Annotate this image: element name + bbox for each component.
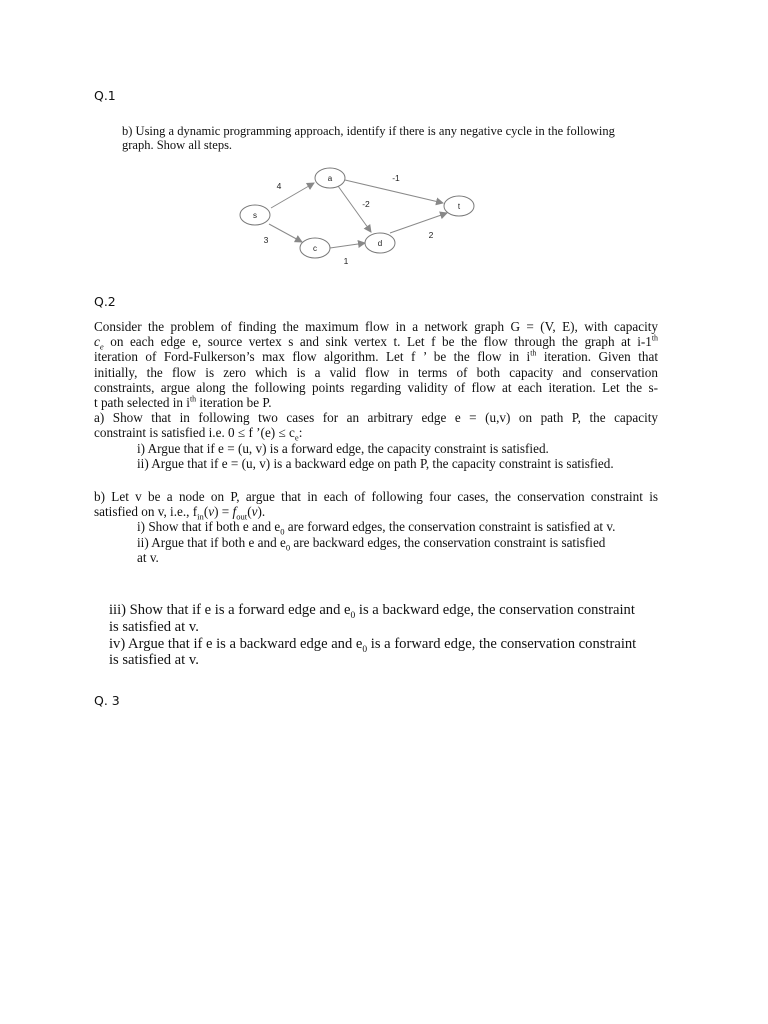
q2b-line-2: satisfied on v, i.e., $f_{in}(v) = f_{out}(v)$. — [94, 504, 266, 522]
q2-intro-line-3: iteration of Ford-Fulkerson’s max flow algorithm. Let f ’ be the flow in $i^{th}$ iteration. Given that — [94, 349, 658, 365]
edge-label-c-d: 1 — [343, 256, 349, 266]
q1-prompt — [122, 124, 642, 152]
q1-line-2: graph. Show all steps. — [122, 138, 233, 152]
q2a-line-2: constraint is satisfied i.e. 0 ≤ f ’(e) ≤ $c_e$: — [94, 425, 303, 444]
node-label-a: a — [327, 174, 333, 183]
q2-part-b — [94, 489, 658, 565]
edge-label-s-c: 3 — [263, 235, 269, 245]
q2b-item-iv: iv) Argue that if e is a backward edge and $e_0$ is a forward edge, the conservation constraint — [109, 635, 637, 655]
q2-intro-line-1: Consider the problem of finding the maximum flow in a network graph G = (V, E), with capacity — [94, 319, 658, 334]
edge-a-d — [338, 186, 371, 232]
q2b-item-iii-cont: is satisfied at v. — [109, 618, 199, 635]
edge-label-s-a: 4 — [276, 181, 282, 191]
graph-diagram — [230, 160, 490, 270]
q1-line-1: b) Using a dynamic programming approach, identify if there is any negative cycle in the following — [122, 124, 615, 138]
q2b-item-iv-cont: is satisfied at v. — [109, 652, 199, 669]
edge-label-a-d: -2 — [362, 199, 370, 209]
q2-intro — [94, 319, 658, 471]
q2b-item-ii: ii) Argue that if both e and $e_0$ are backward edges, the conservation constraint is satisfied — [137, 534, 606, 553]
node-label-t: t — [457, 202, 461, 211]
q2-intro-line-2: $c_e$ on each edge e, source vertex s and sink vertex t. Let f be the flow through the graph at i-1th — [94, 333, 659, 352]
q2b-line-1: b) Let v be a node on P, argue that in each of following four cases, the conservation constraint is — [94, 489, 658, 504]
q2-intro-line-6: t path selected in $i^{th}$ iteration be P. — [94, 394, 272, 411]
q2b-item-i: i) Show that if both e and $e_0$ are forward edges, the conservation constraint is satisfied at v. — [137, 519, 616, 538]
q2-label: Q.2 — [94, 294, 116, 309]
edge-label-a-t: -1 — [392, 173, 400, 183]
edge-c-d — [330, 243, 365, 248]
q2a-item-ii: ii) Argue that if e = (u, v) is a backward edge on path P, the capacity constraint is satisfied. — [137, 455, 614, 471]
q2b-item-ii-cont: at v. — [137, 549, 159, 565]
edge-d-t — [390, 213, 447, 233]
edge-label-d-t: 2 — [428, 230, 434, 240]
q3-label: Q. 3 — [94, 693, 120, 708]
node-label-d: d — [377, 239, 383, 248]
q2-intro-line-5: constraints, argue along the following points regarding validity of flow at each iteration. Let the s- — [94, 379, 658, 395]
node-label-s: s — [253, 211, 257, 220]
q2a-item-i: i) Argue that if e = (u, v) is a forward edge, the capacity constraint is satisfied. — [137, 440, 549, 456]
q1-label: Q.1 — [94, 88, 116, 103]
edge-s-c — [269, 224, 302, 242]
q2-intro-line-4: initially, the flow is zero which is a valid flow in terms of both capacity and conservation — [94, 364, 658, 380]
node-label-c: c — [313, 244, 317, 253]
edge-a-t — [345, 180, 443, 203]
q2b-item-iii: iii) Show that if e is a forward edge and $e_0$ is a backward edge, the conservation constraint — [109, 602, 635, 621]
q2a-line-1: a) Show that in following two cases for an arbitrary edge e = (u,v) on path P, the capacity — [94, 410, 658, 426]
q2-part-b-continued — [109, 602, 671, 669]
